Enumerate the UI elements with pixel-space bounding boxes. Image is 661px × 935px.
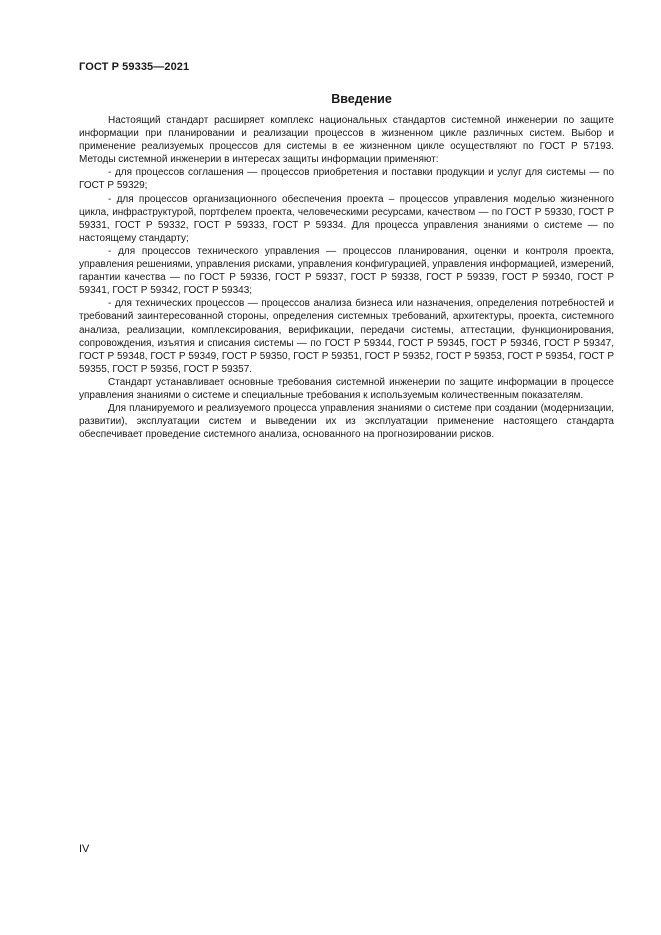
list-item-technical-management-processes: - для процессов технического управления — процессов планирования, оценки и контроля проекта, управления решениями, управления рисками, управления конфигурацией, управления информацией, измерений, гарантии качества — по ГОСТ Р 59336, ГОСТ Р 59337, ГОСТ Р 59338, ГОСТ Р 59339, ГОСТ Р 59340, ГОСТ Р 59341, ГОСТ Р 59342, ГОСТ Р 59343; [79, 245, 614, 297]
document-standard-id: ГОСТ Р 59335—2021 [79, 61, 190, 73]
page-number: IV [79, 843, 90, 855]
requirements-paragraph: Стандарт устанавливает основные требования системной инженерии по защите информации в процессе управления знаниями о системе и специальные требования к используемым количественным показателям. [79, 376, 614, 401]
section-title: Введение [331, 92, 392, 106]
list-item-organizational-processes: - для процессов организационного обеспечения проекта – процессов управления моделью жизненного цикла, инфраструктурой, портфелем проекта, человеческими ресурсами, качеством — по ГОСТ Р 59330, ГОСТ Р 59331, ГОСТ Р 59332, ГОСТ Р 59333, ГОСТ Р 59334. Для процесса управления знаниями о системе — по настоящему стандарту; [79, 193, 614, 244]
introduction-body [79, 114, 614, 441]
intro-paragraph: Настоящий стандарт расширяет комплекс национальных стандартов системной инженерии по защите информации при планировании и реализации процессов в жизненном цикле различных систем. Выбор и применение реализуемых процессов для системы в ее жизненном цикле осуществляют по ГОСТ Р 57193. Методы системной инженерии в интересах защиты информации применяют: [79, 115, 614, 166]
list-item-agreement-processes: - для процессов соглашения — процессов приобретения и поставки продукции и услуг для системы — по ГОСТ Р 59329; [79, 167, 614, 192]
list-item-technical-processes: - для технических процессов — процессов анализа бизнеса или назначения, определения потребностей и требований заинтересованной стороны, определения системных требований, архитектуры, проекта, системного анализа, реализации, комплексирования, верификации, передачи системы, аттестации, функционирования, сопровождения, изъятия и списания системы — по ГОСТ Р 59344, ГОСТ Р 59345, ГОСТ Р 59346, ГОСТ Р 59347, ГОСТ Р 59348, ГОСТ Р 59349, ГОСТ Р 59350, ГОСТ Р 59351, ГОСТ Р 59352, ГОСТ Р 59353, ГОСТ Р 59354, ГОСТ Р 59355, ГОСТ Р 59356, ГОСТ Р 59357. [79, 298, 614, 375]
application-paragraph: Для планируемого и реализуемого процесса управления знаниями о системе при создании (модернизации, развитии), эксплуатации систем и выведении их из эксплуатации применение настоящего стандарта обеспечивает проведение системного анализа, основанного на прогнозировании рисков. [79, 403, 614, 441]
